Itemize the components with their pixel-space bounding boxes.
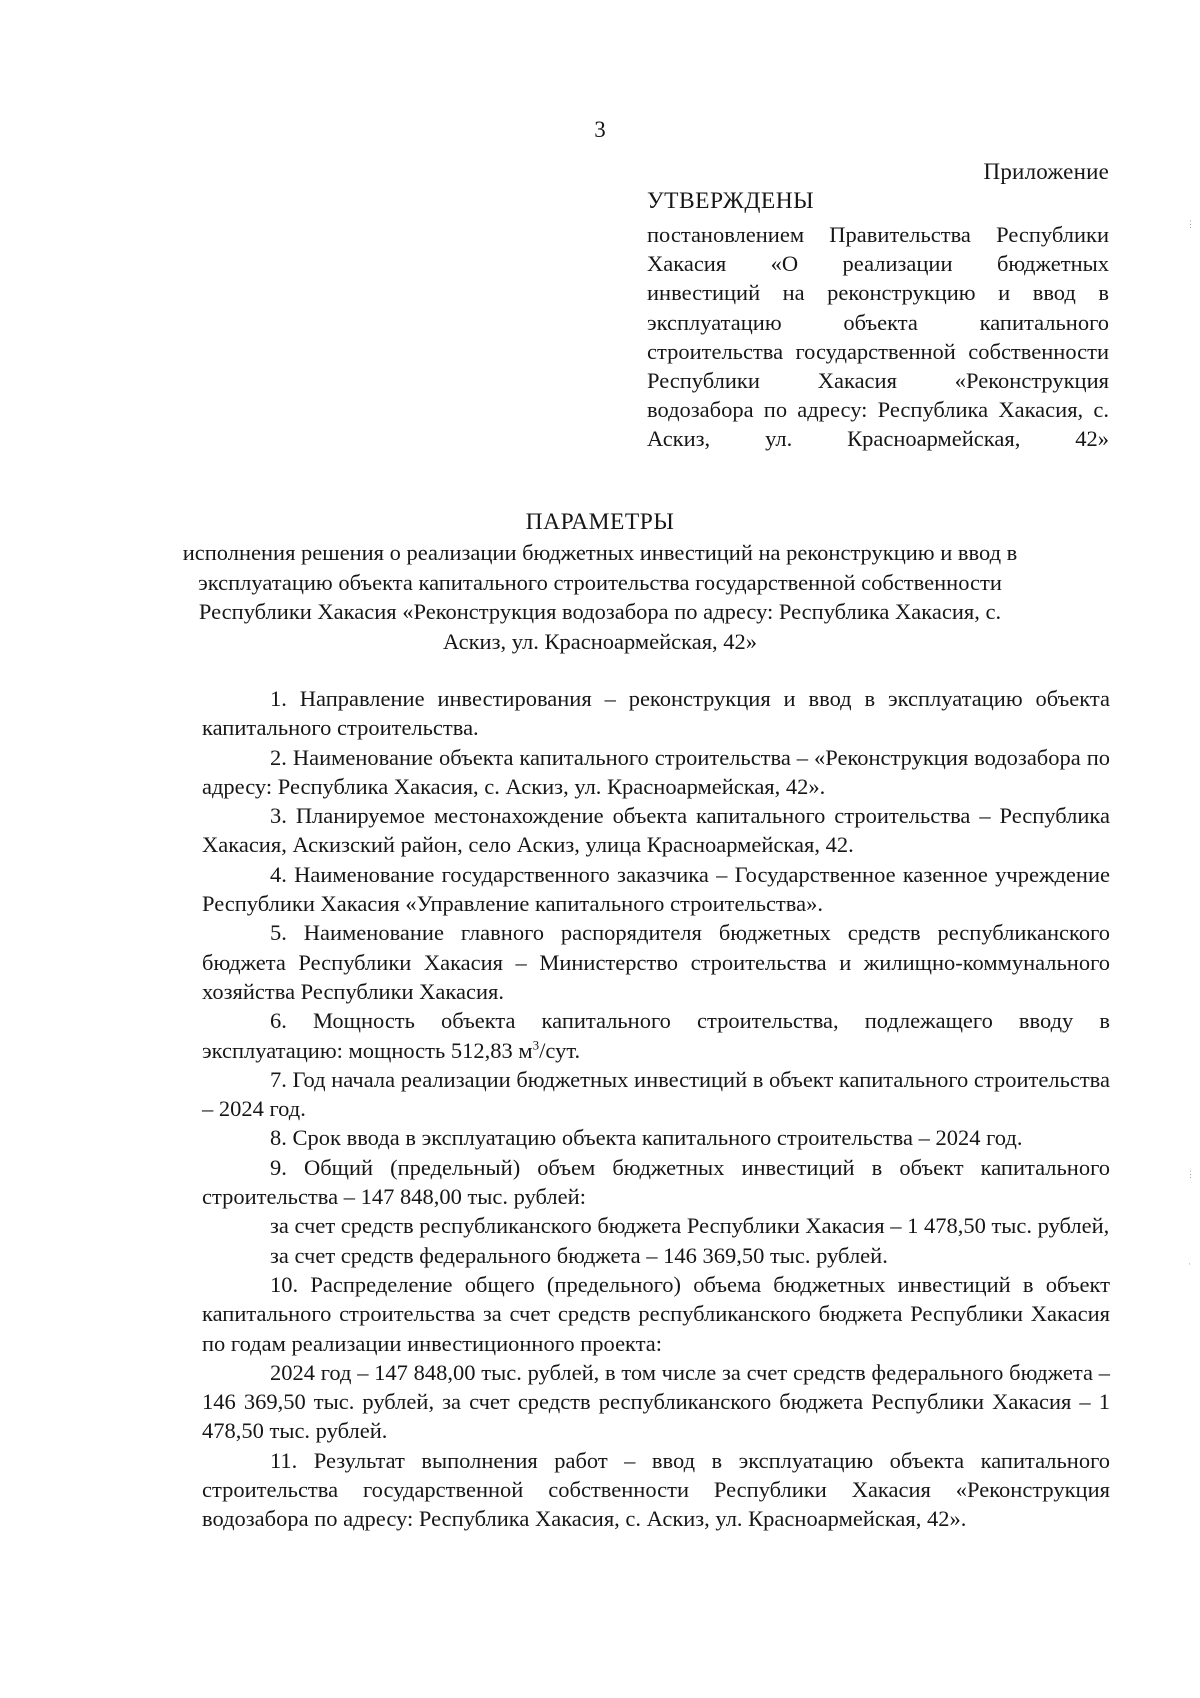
approval-block	[647, 186, 1109, 454]
capacity-unit: /сут.	[539, 1037, 581, 1063]
paragraph-6	[202, 1006, 1110, 1065]
scan-edge-mark: ·	[1188, 1259, 1192, 1269]
paragraph-5: 5. Наименование главного распорядителя бюджетных средств республиканского бюджета Республики Хакасия – Министерство строительства и жилищно-коммунального хозяйства Республики Хакасия.	[202, 920, 1110, 1004]
cubic-superscript: 3	[532, 1037, 540, 1053]
approval-text: постановлением Правительства Республики Хакасия «О реализации бюджетных инвестиций на реконструкцию и ввод в эксплуатацию объекта капитального строительства государственной собственности Республики Хакасия «Реконструкция водозабора по адресу: Республика Хакасия, с. Аскиз, ул. Красноармейская, 42»	[647, 222, 1109, 452]
paragraph-7: 7. Год начала реализации бюджетных инвестиций в объект капитального строительства – 2024 год.	[202, 1066, 1110, 1122]
approval-heading: УТВЕРЖДЕНЫ	[647, 188, 815, 214]
paragraph-10: 10. Распределение общего (предельного) объема бюджетных инвестиций в объект капитального строительства за счет средств республиканского бюджета Республики Хакасия по годам реализации инвестиционного проекта:	[202, 1271, 1110, 1356]
paragraph-9-federal: за счет средств федерального бюджета – 146 369,50 тыс. рублей.	[270, 1242, 888, 1268]
paragraph-9-republican: за счет средств республиканского бюджета Республики Хакасия – 1 478,50 тыс. рублей,	[270, 1213, 1110, 1239]
title-block	[170, 508, 1030, 656]
page-number: 3	[594, 117, 606, 142]
document-subtitle: исполнения решения о реализации бюджетных инвестиций на реконструкцию и ввод в эксплуатацию объекта капитального строительства государственной собственности Республики Хакасия «Реконструкция водозабора по адресу: Республика Хакасия, с. Аскиз, ул. Красноармейская, 42»	[182, 540, 1018, 654]
paragraph-2: 2. Наименование объекта капитального строительства – «Реконструкция водозабора по адресу: Республика Хакасия, с. Аскиз, ул. Красноармейская, 42».	[202, 744, 1110, 799]
paragraph-11: 11. Результат выполнения работ – ввод в эксплуатацию объекта капитального строительства государственной собственности Республики Хакасия «Реконструкция водозабора по адресу: Республика Хакасия, с. Аскиз, ул. Красноармейская, 42».	[202, 1447, 1110, 1532]
document-title: ПАРАМЕТРЫ	[525, 509, 675, 535]
capacity-text: 6. Мощность объекта капитального строительства, подлежащего вводу в эксплуатацию: мощность 512,83 м	[202, 1008, 1110, 1063]
paragraph-8: 8. Срок ввода в эксплуатацию объекта капитального строительства – 2024 год.	[270, 1125, 1023, 1151]
scan-edge-mark: ⋮	[1186, 1169, 1196, 1179]
parameters-list	[202, 684, 1110, 1534]
annex-label: Приложение	[983, 159, 1109, 184]
scan-edge-mark: ⋮	[1186, 219, 1196, 229]
paragraph-9: 9. Общий (предельный) объем бюджетных инвестиций в объект капитального строительства – 147 848,00 тыс. рублей:	[202, 1154, 1110, 1210]
paragraph-4: 4. Наименование государственного заказчика – Государственное казенное учреждение Республики Хакасия «Управление капитального строительства».	[202, 861, 1110, 917]
paragraph-10-year: 2024 год – 147 848,00 тыс. рублей, в том числе за счет средств федерального бюджета – 146 369,50 тыс. рублей, за счет средств республиканского бюджета Республики Хакасия – 1 478,50 тыс. рублей.	[202, 1359, 1110, 1444]
paragraph-3: 3. Планируемое местонахождение объекта капитального строительства – Республика Хакасия, Аскизский район, село Аскиз, улица Красноармейская, 42.	[202, 803, 1110, 858]
paragraph-1: 1. Направление инвестирования – реконструкция и ввод в эксплуатацию объекта капитального строительства.	[202, 686, 1110, 741]
